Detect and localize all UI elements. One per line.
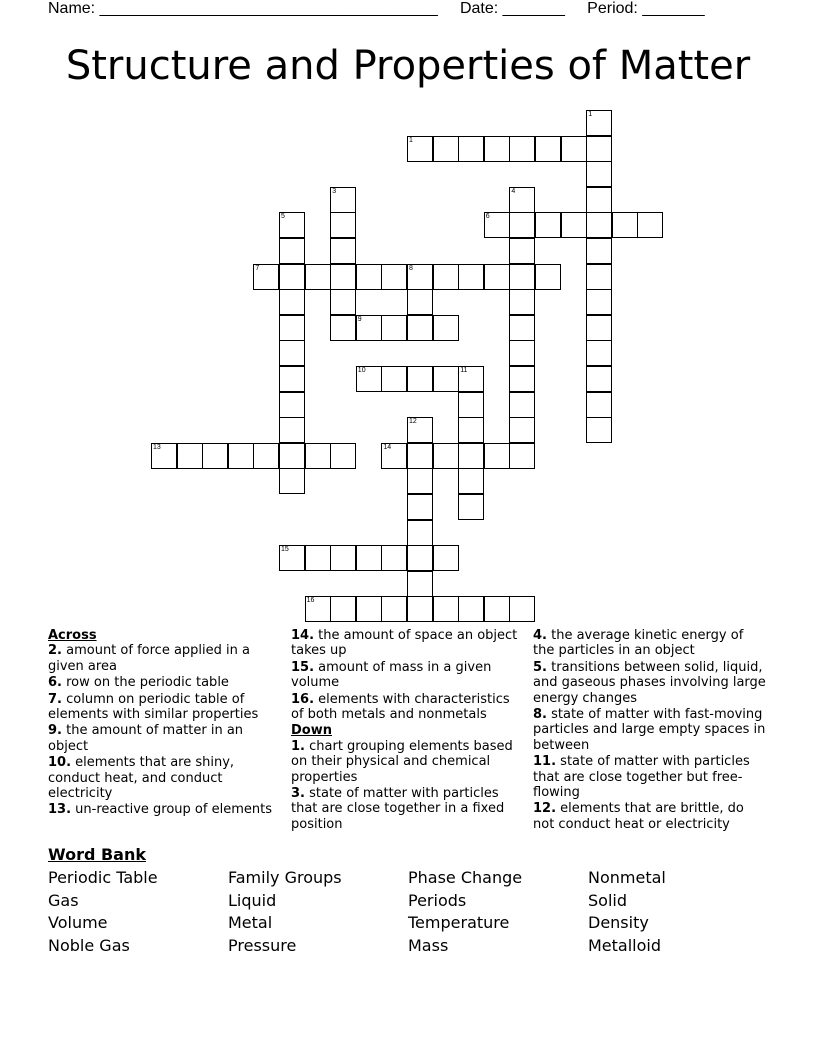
crossword-cell[interactable] xyxy=(509,596,535,622)
page-title: Structure and Properties of Matter xyxy=(65,43,751,89)
crossword-cell[interactable] xyxy=(458,417,484,443)
crossword-cell[interactable] xyxy=(356,315,382,341)
crossword-cell[interactable] xyxy=(509,340,535,366)
clue-text: state of matter with particles that are close together in a fixed position xyxy=(291,786,505,832)
clue-number: 16. xyxy=(291,691,315,707)
clue-across-14 xyxy=(291,628,519,659)
clue-number: 6. xyxy=(48,675,62,691)
crossword-cell[interactable] xyxy=(509,417,535,443)
word-bank-title: Word Bank xyxy=(48,845,147,864)
crossword-cell[interactable] xyxy=(279,238,305,264)
crossword-cell[interactable] xyxy=(330,238,356,264)
crossword-cell[interactable] xyxy=(407,468,433,494)
clue-across-13 xyxy=(48,802,276,817)
clue-down-5 xyxy=(533,660,767,706)
crossword-cell[interactable] xyxy=(586,340,612,366)
clue-number: 4. xyxy=(533,628,547,643)
crossword-cell[interactable] xyxy=(202,443,228,469)
crossword-cell[interactable] xyxy=(433,136,459,162)
clue-number: 2. xyxy=(48,643,62,659)
crossword-cell[interactable] xyxy=(433,443,459,469)
clue-number: 14. xyxy=(291,628,315,643)
cell-number: 1 xyxy=(588,111,593,118)
clue-number: 13. xyxy=(48,802,72,818)
clue-text: the amount of matter in an object xyxy=(48,723,244,754)
crossword-cell[interactable] xyxy=(151,443,177,469)
crossword-cell[interactable] xyxy=(305,545,331,571)
crossword-cell[interactable] xyxy=(433,315,459,341)
crossword-cell[interactable] xyxy=(279,443,305,469)
clue-text: un-reactive group of elements xyxy=(75,802,272,818)
crossword-cell[interactable] xyxy=(407,571,433,597)
clue-text: elements that are brittle, do not conduct heat or electricity xyxy=(533,801,744,832)
crossword-cell[interactable] xyxy=(612,212,638,238)
clue-number: 9. xyxy=(48,723,62,739)
crossword-cell[interactable] xyxy=(458,392,484,418)
crossword-cell[interactable] xyxy=(586,238,612,264)
clue-across-2 xyxy=(48,643,276,674)
cell-number: 15 xyxy=(281,546,289,554)
cell-number: 9 xyxy=(357,315,362,323)
crossword-cell[interactable] xyxy=(330,443,356,469)
clue-number: 15. xyxy=(291,659,315,675)
crossword-cell[interactable] xyxy=(407,443,433,469)
crossword-cell[interactable] xyxy=(279,340,305,366)
word-bank-item: Solid xyxy=(588,890,627,910)
crossword-cell[interactable] xyxy=(586,110,612,136)
clues-column-1 xyxy=(48,628,276,819)
crossword-cell[interactable] xyxy=(279,545,305,571)
crossword-cell[interactable] xyxy=(381,443,407,469)
crossword-cell[interactable] xyxy=(484,443,510,469)
crossword-cell[interactable] xyxy=(458,468,484,494)
crossword-cell[interactable] xyxy=(407,366,433,392)
clue-across-15 xyxy=(291,660,519,691)
word-bank xyxy=(48,867,768,957)
crossword-cell[interactable] xyxy=(509,443,535,469)
crossword-cell[interactable] xyxy=(330,264,356,290)
crossword-cell[interactable] xyxy=(586,212,612,238)
clue-across-10 xyxy=(48,755,276,801)
crossword-cell[interactable] xyxy=(509,392,535,418)
crossword-cell[interactable] xyxy=(356,366,382,392)
cell-number: 4 xyxy=(511,187,516,195)
across-heading: Across xyxy=(48,628,97,643)
clue-across-16 xyxy=(291,692,519,723)
crossword-cell[interactable] xyxy=(407,494,433,520)
crossword-cell[interactable] xyxy=(586,136,612,162)
cell-number: 6 xyxy=(485,213,490,221)
crossword-cell[interactable] xyxy=(509,366,535,392)
clue-text: transitions between solid, liquid, and gaseous phases involving large energy changes xyxy=(533,659,766,706)
crossword-cell[interactable] xyxy=(305,443,331,469)
word-bank-item: Density xyxy=(588,913,649,933)
crossword-cell[interactable] xyxy=(279,468,305,494)
clue-text: column on periodic table of elements with similar properties xyxy=(48,691,259,723)
crossword-cell[interactable] xyxy=(407,520,433,546)
crossword-cell[interactable] xyxy=(356,596,382,622)
crossword-cell[interactable] xyxy=(509,264,535,290)
crossword-cell[interactable] xyxy=(433,596,459,622)
crossword-cell[interactable] xyxy=(586,289,612,315)
clue-text: state of matter with particles that are close together but free-flowing xyxy=(533,754,750,801)
crossword-cell[interactable] xyxy=(458,136,484,162)
clue-down-11 xyxy=(533,754,767,800)
clue-across-7 xyxy=(48,692,276,723)
crossword-cell[interactable] xyxy=(484,212,510,238)
clue-number: 10. xyxy=(48,755,72,771)
crossword-cell[interactable] xyxy=(330,315,356,341)
crossword-cell[interactable] xyxy=(561,212,587,238)
crossword-cell[interactable] xyxy=(228,443,254,469)
cell-number: 13 xyxy=(153,443,161,451)
crossword-cell[interactable] xyxy=(279,315,305,341)
crossword-cell[interactable] xyxy=(253,264,279,290)
clue-number: 11. xyxy=(533,754,557,770)
crossword-cell[interactable] xyxy=(509,315,535,341)
crossword-cell[interactable] xyxy=(509,289,535,315)
crossword-cell[interactable] xyxy=(330,187,356,213)
crossword-cell[interactable] xyxy=(586,315,612,341)
clue-number: 8. xyxy=(533,707,547,723)
cell-number: 3 xyxy=(332,187,337,195)
crossword-cell[interactable] xyxy=(586,264,612,290)
clue-number: 1. xyxy=(291,738,305,754)
crossword-cell[interactable] xyxy=(484,264,510,290)
crossword-cell[interactable] xyxy=(177,443,203,469)
down-heading: Down xyxy=(291,723,332,739)
crossword-cell[interactable] xyxy=(509,238,535,264)
crossword-cell[interactable] xyxy=(458,366,484,392)
cell-number: 7 xyxy=(255,264,260,272)
word-bank-item: Pressure xyxy=(228,935,297,955)
crossword-cell[interactable] xyxy=(509,136,535,162)
clue-text: the amount of space an object takes up xyxy=(291,628,518,659)
word-bank-item: Metal xyxy=(228,913,273,933)
crossword-cell[interactable] xyxy=(458,443,484,469)
crossword-cell[interactable] xyxy=(305,596,331,622)
clue-across-6 xyxy=(48,675,276,690)
clue-text: amount of mass in a given volume xyxy=(291,659,492,691)
crossword-cell[interactable] xyxy=(381,366,407,392)
date-field[interactable]: Date: _______ xyxy=(459,0,565,17)
crossword-cell[interactable] xyxy=(586,392,612,418)
word-bank-item: Family Groups xyxy=(228,868,342,887)
clue-down-3 xyxy=(291,786,519,832)
word-bank-item: Temperature xyxy=(408,913,510,933)
crossword-cell[interactable] xyxy=(356,545,382,571)
clue-across-9 xyxy=(48,723,276,754)
crossword-cell[interactable] xyxy=(407,264,433,290)
crossword-cell[interactable] xyxy=(509,187,535,213)
clue-number: 3. xyxy=(291,786,305,802)
clue-number: 12. xyxy=(533,801,557,817)
cell-number: 14 xyxy=(383,443,392,451)
crossword-cell[interactable] xyxy=(407,136,433,162)
crossword-cell[interactable] xyxy=(458,494,484,520)
cell-number: 16 xyxy=(306,597,315,605)
word-bank-item: Mass xyxy=(408,935,449,955)
crossword-cell[interactable] xyxy=(356,264,382,290)
crossword-cell[interactable] xyxy=(586,417,612,443)
crossword-cell[interactable] xyxy=(535,136,561,162)
clues-column-3 xyxy=(533,628,767,833)
clue-down-8 xyxy=(533,707,767,753)
crossword-cell[interactable] xyxy=(305,264,331,290)
crossword-cell[interactable] xyxy=(535,264,561,290)
clues-column-2 xyxy=(291,628,519,833)
clue-text: chart grouping elements based on their physical and chemical properties xyxy=(291,738,513,785)
crossword-cell[interactable] xyxy=(381,545,407,571)
crossword-cell[interactable] xyxy=(433,545,459,571)
clue-text: row on the periodic table xyxy=(66,675,229,691)
crossword-cell[interactable] xyxy=(330,289,356,315)
clue-text: the average kinetic energy of the particles in an object xyxy=(533,628,744,659)
crossword-cell[interactable] xyxy=(330,596,356,622)
crossword-cell[interactable] xyxy=(535,212,561,238)
crossword-cell[interactable] xyxy=(586,187,612,213)
word-bank-item: Volume xyxy=(48,913,108,933)
crossword-cell[interactable] xyxy=(407,417,433,443)
crossword-cell[interactable] xyxy=(279,264,305,290)
crossword-cell[interactable] xyxy=(561,136,587,162)
crossword-cell[interactable] xyxy=(433,264,459,290)
word-bank-item: Phase Change xyxy=(408,868,523,887)
crossword-cell[interactable] xyxy=(407,289,433,315)
clue-text: state of matter with fast-moving particles and large empty spaces in between xyxy=(533,707,766,753)
crossword-cell[interactable] xyxy=(330,545,356,571)
cell-number: 5 xyxy=(281,213,285,221)
cell-number: 1 xyxy=(409,136,413,144)
crossword-cell[interactable] xyxy=(253,443,279,469)
clue-down-1 xyxy=(291,739,519,785)
crossword-cell[interactable] xyxy=(279,212,305,238)
crossword-cell[interactable] xyxy=(330,212,356,238)
clue-number: 7. xyxy=(48,691,62,707)
word-bank-item: Periodic Table xyxy=(48,868,158,887)
word-bank-item: Nonmetal xyxy=(588,868,666,887)
crossword-cell[interactable] xyxy=(407,315,433,341)
name-field[interactable]: Name: ______________________________________ xyxy=(48,0,438,17)
clue-down-4 xyxy=(533,628,767,659)
word-bank-item: Noble Gas xyxy=(48,935,130,955)
crossword-cell[interactable] xyxy=(433,366,459,392)
word-bank-item: Metalloid xyxy=(588,935,662,955)
cell-number: 8 xyxy=(409,264,413,272)
cell-number: 11 xyxy=(460,367,468,374)
cell-number: 12 xyxy=(409,418,417,426)
word-bank-item: Periods xyxy=(408,890,467,910)
clue-down-12 xyxy=(533,801,767,832)
crossword-cell[interactable] xyxy=(381,596,407,622)
crossword-cell[interactable] xyxy=(458,264,484,290)
crossword-cell[interactable] xyxy=(484,136,510,162)
crossword-cell[interactable] xyxy=(407,596,433,622)
crossword-cell[interactable] xyxy=(586,161,612,187)
crossword-cell[interactable] xyxy=(381,264,407,290)
clue-text: amount of force applied in a given area xyxy=(48,643,250,674)
crossword-cell[interactable] xyxy=(279,392,305,418)
word-bank-item: Gas xyxy=(48,890,79,910)
period-field[interactable]: Period: _______ xyxy=(587,0,705,17)
clue-text: elements with characteristics of both metals and nonmetals xyxy=(291,691,510,723)
crossword-cell[interactable] xyxy=(509,212,535,238)
crossword-cell[interactable] xyxy=(279,417,305,443)
crossword-cell[interactable] xyxy=(637,212,663,238)
crossword-cell[interactable] xyxy=(381,315,407,341)
crossword-cell[interactable] xyxy=(279,366,305,392)
crossword-cell[interactable] xyxy=(407,545,433,571)
crossword-cell[interactable] xyxy=(279,289,305,315)
crossword-cell[interactable] xyxy=(586,366,612,392)
crossword-cell[interactable] xyxy=(484,596,510,622)
crossword-cell[interactable] xyxy=(458,596,484,622)
clue-text: elements that are shiny, conduct heat, and conduct electricity xyxy=(48,755,235,802)
clue-number: 5. xyxy=(533,659,547,675)
word-bank-item: Liquid xyxy=(228,890,277,910)
cell-number: 10 xyxy=(357,367,366,374)
